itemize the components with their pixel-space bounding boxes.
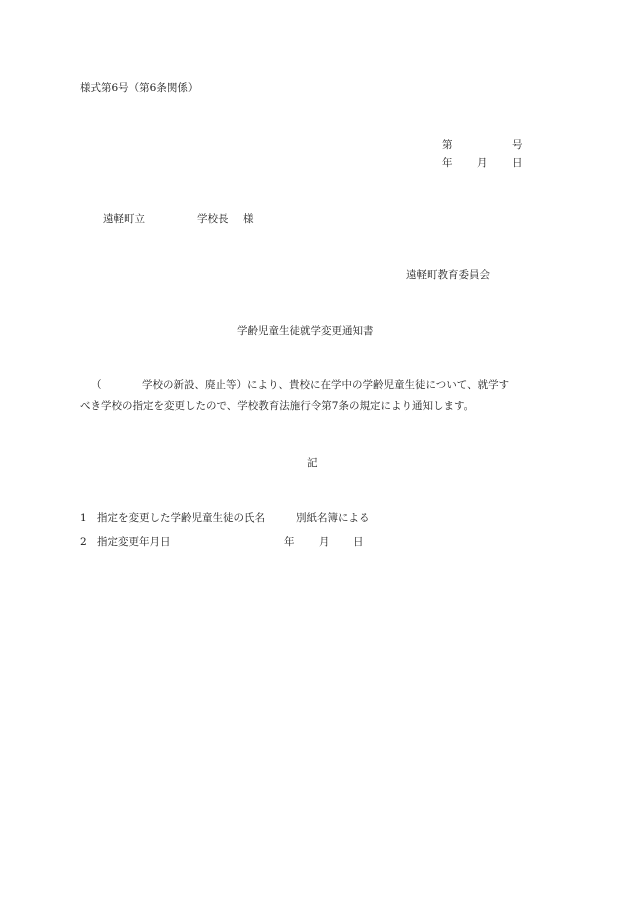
item2-day: 日: [353, 536, 364, 548]
document-title: 学齢児童生徒就学変更通知書: [237, 325, 374, 337]
item1-number: 1: [80, 512, 87, 524]
item2-label: 指定変更年月日: [97, 536, 171, 548]
body-line2-text: べき学校の指定を変更したので、学校教育法施行令第7条の規定により通知します。: [80, 400, 475, 412]
body-line1-open-paren: （: [91, 379, 102, 391]
sender-name: 遠軽町教育委員会: [406, 269, 490, 281]
item2-month: 月: [319, 536, 330, 548]
date-month: 月: [477, 157, 488, 169]
item2-year: 年: [284, 536, 295, 548]
recipient-town: 遠軽町立: [103, 213, 145, 225]
document-number-suffix: 号: [512, 139, 523, 151]
recipient-role: 学校長: [197, 213, 229, 225]
ki-heading: 記: [307, 457, 318, 469]
date-year: 年: [442, 157, 453, 169]
item2-number: 2: [80, 536, 87, 548]
item1-value: 別紙名簿による: [296, 512, 370, 524]
document-number-prefix: 第: [442, 139, 453, 151]
form-number: 様式第6号（第6条関係）: [80, 82, 199, 94]
body-line1-text: 学校の新設、廃止等）により、貴校に在学中の学齢児童生徒について、就学す: [142, 379, 510, 391]
date-day: 日: [512, 157, 523, 169]
item1-label: 指定を変更した学齢児童生徒の氏名: [97, 512, 265, 524]
recipient-honorific: 様: [243, 213, 254, 225]
